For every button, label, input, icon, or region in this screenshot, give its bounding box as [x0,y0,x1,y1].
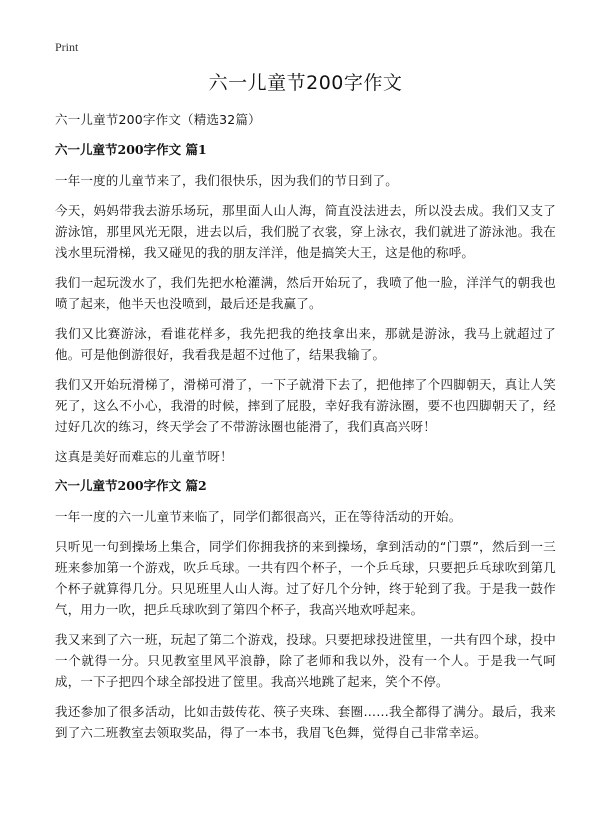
paragraph: 我们又比赛游泳，看谁花样多，我先把我的绝技拿出来，那就是游泳，我马上就超过了他。可是他倒游很好，我看我是超不过他了，结果我输了。 [55,326,556,362]
paragraph: 我们一起玩泼水了，我们先把水枪灌满，然后开始玩了，我喷了他一脸，洋洋气的朝我也喷了起来，他半天也没喷到，最后还是我赢了。 [55,275,556,311]
paragraph: 我还参加了很多活动，比如击鼓传花、筷子夹珠、套圈……我全都得了满分。最后，我来到了六二班教室去领取奖品，得了一本书，我眉飞色舞，觉得自己非常幸运。 [55,704,556,740]
paragraph: 只听见一句到操场上集合，同学们你拥我挤的来到操场，拿到活动的“门票”，然后到一三班来参加第一个游戏，吹乒乓球。一共有四个杯子，一个乒乓球，只要把乒乓球吹到第几个杯子就算得几分。只见班里人山人海。过了好几个分钟，终于轮到了我。于是我一鼓作气，用力一吹，把乒乓球吹到了第四个杯子，我高兴地欢呼起来。 [55,539,556,617]
print-link[interactable]: Print [55,40,79,54]
section-heading-1: 六一儿童节200字作文 篇1 [55,142,207,157]
section-heading-2: 六一儿童节200字作文 篇2 [55,478,207,493]
paragraph: 今天，妈妈带我去游乐场玩，那里面人山人海，简直没法进去，所以没去成。我们又支了游泳馆，那里风光无限，进去以后，我们脱了衣裳，穿上泳衣，我们就进了游泳池。我在浅水里玩滑梯，我又碰见的我的朋友洋洋，他是搞笑大王，这是他的称呼。 [55,203,556,260]
document-title: 六一儿童节200字作文 [208,72,403,94]
paragraph: 一年一度的儿童节来了，我们很快乐，因为我们的节日到了。 [55,173,398,188]
paragraph: 一年一度的六一儿童节来临了，同学们都很高兴，正在等待活动的开始。 [55,509,462,524]
paragraph: 这真是美好而难忘的儿童节呀！ [55,449,233,464]
document-subtitle: 六一儿童节200字作文（精选32篇） [55,112,261,127]
paragraph: 我们又开始玩滑梯了，滑梯可滑了，一下子就滑下去了，把他摔了个四脚朝天，真让人笑死了，这么不小心，我滑的时候，摔到了屁股，幸好我有游泳圈，要不也四脚朝天了，经过好几次的练习，终天学会了不带游泳圈也能滑了，我们真高兴呀！ [55,377,556,434]
paragraph: 我又来到了六一班，玩起了第二个游戏，投球。只要把球投进筐里，一共有四个球，投中一个就得一分。只见教室里风平浪静，除了老师和我以外，没有一个人。于是我一气呵成，一下子把四个球全部投进了筐里。我高兴地跳了起来，笑个不停。 [55,632,556,689]
